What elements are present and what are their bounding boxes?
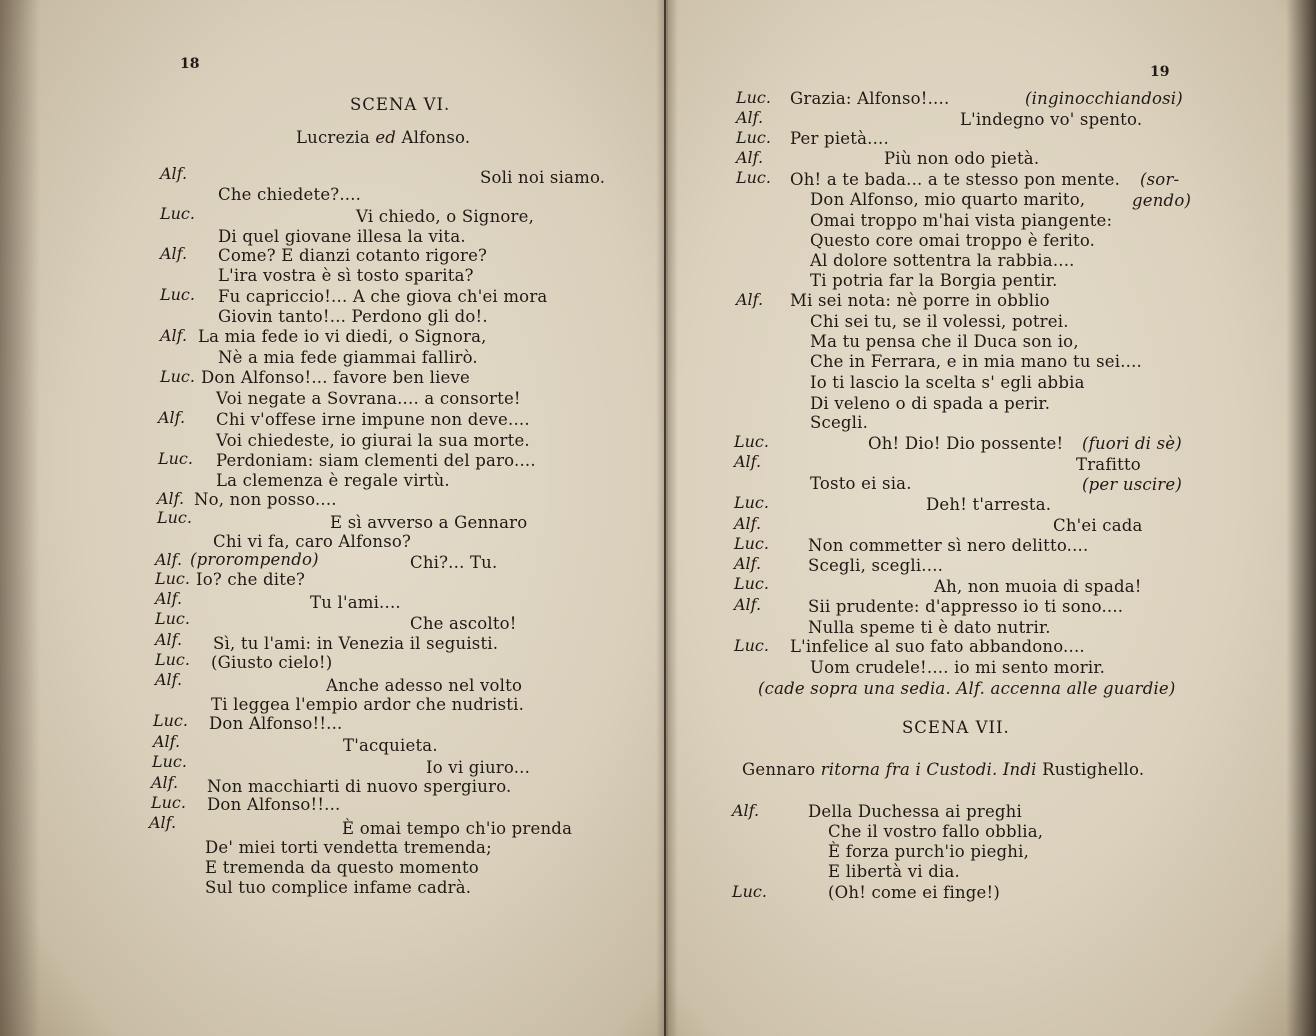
- verse-line: Don Alfonso!!...: [209, 714, 343, 733]
- verse-line: Ch'ei cada: [1053, 516, 1143, 535]
- stage-direction: (inginocchiandosi): [1025, 89, 1183, 108]
- book-gutter: [656, 0, 678, 1036]
- speaker: Alf.: [160, 326, 188, 345]
- verse-line: Tosto ei sia.: [810, 474, 912, 493]
- verse-line: (Oh! come ei finge!): [828, 883, 1000, 902]
- verse-line: Don Alfonso!!...: [207, 795, 341, 814]
- speaker: Luc.: [734, 534, 769, 553]
- speaker: Alf.: [736, 148, 764, 167]
- speaker: Alf.: [158, 408, 186, 427]
- stage-direction: gendo): [1132, 191, 1192, 210]
- verse-line: Ah, non muoia di spada!: [934, 577, 1142, 596]
- verse-line: Che ascolto!: [410, 614, 517, 633]
- verse-line: Come? E dianzi cotanto rigore?: [218, 246, 488, 265]
- speaker: Alf.: [734, 554, 762, 573]
- speaker: Luc.: [160, 285, 195, 304]
- verse-line: Voi chiedeste, io giurai la sua morte.: [216, 431, 530, 450]
- speaker: Alf.: [736, 290, 764, 309]
- stage-direction: (cade sopra una sedia. Alf. accenna alle guardie): [758, 679, 1176, 698]
- verse-line: È forza purch'io pieghi,: [828, 842, 1030, 861]
- right-page: [666, 0, 1316, 1036]
- verse-line: L'infelice al suo fato abbandono....: [790, 637, 1085, 656]
- speaker: Luc.: [155, 650, 190, 669]
- speaker: Alf.: [734, 452, 762, 471]
- speaker: Luc.: [734, 432, 769, 451]
- verse-line: E libertà vi dia.: [828, 862, 960, 881]
- verse-line: Voi negate a Sovrana.... a consorte!: [216, 389, 521, 408]
- verse-line: Nè a mia fede giammai fallirò.: [218, 348, 478, 367]
- stage-direction: (sor-: [1140, 170, 1180, 189]
- verse-line: Di quel giovane illesa la vita.: [218, 227, 466, 246]
- verse-line: Vi chiedo, o Signore,: [356, 207, 535, 226]
- stage-direction: (per uscire): [1082, 475, 1182, 494]
- verse-line: È omai tempo ch'io prenda: [342, 819, 573, 838]
- verse-line: Sul tuo complice infame cadrà.: [205, 878, 472, 897]
- speaker: Alf.: [160, 244, 188, 263]
- page-number: 19: [1150, 64, 1170, 80]
- verse-line: Questo core omai troppo è ferito.: [810, 231, 1096, 250]
- verse-line: Mi sei nota: nè porre in obblio: [790, 291, 1050, 310]
- page-edge-shadow: [0, 0, 40, 1036]
- verse-line: Ma tu pensa che il Duca son io,: [810, 332, 1079, 351]
- verse-line: Ti potria far la Borgia pentir.: [810, 271, 1058, 290]
- speaker: Luc.: [152, 752, 187, 771]
- verse-line: De' miei torti vendetta tremenda;: [205, 838, 492, 857]
- verse-line: Sii prudente: d'appresso io ti sono....: [808, 597, 1124, 616]
- speaker: Luc.: [155, 609, 190, 628]
- speaker: Alf.: [734, 514, 762, 533]
- verse-line: Di veleno o di spada a perir.: [810, 394, 1051, 413]
- verse-line: Non commetter sì nero delitto....: [808, 536, 1089, 555]
- verse-line: Don Alfonso!... favore ben lieve: [201, 368, 471, 387]
- speaker: Luc.: [153, 711, 188, 730]
- speaker: Luc.: [155, 569, 190, 588]
- speaker: Alf.: [734, 595, 762, 614]
- speaker: Luc.: [157, 508, 192, 527]
- verse-line: Non macchiarti di nuovo spergiuro.: [207, 777, 512, 796]
- verse-line: Perdoniam: siam clementi del paro....: [216, 451, 536, 470]
- verse-line: No, non posso....: [194, 490, 337, 509]
- scene-heading: SCENA VI.: [350, 95, 451, 114]
- speaker: Alf.: [149, 813, 177, 832]
- verse-line: (Giusto cielo!): [211, 653, 333, 672]
- speaker: Luc.: [160, 367, 195, 386]
- speaker: Luc.: [151, 793, 186, 812]
- speaker: Alf.: [155, 670, 183, 689]
- speaker: Alf.: [155, 550, 183, 569]
- verse-line: Chi sei tu, se il volessi, potrei.: [810, 312, 1069, 331]
- verse-line: T'acquieta.: [343, 736, 438, 755]
- speaker: Alf.: [157, 489, 185, 508]
- verse-line: Scegli.: [810, 413, 869, 432]
- verse-line: E tremenda da questo momento: [205, 858, 479, 877]
- verse-line: Che chiedete?....: [218, 185, 362, 204]
- verse-line: Tu l'ami....: [310, 593, 401, 612]
- page-number: 18: [180, 56, 200, 72]
- verse-line: Nulla speme ti è dato nutrir.: [808, 618, 1051, 637]
- verse-line: La mia fede io vi diedi, o Signora,: [198, 327, 487, 346]
- stage-direction: (fuori di sè): [1082, 434, 1182, 453]
- speaker: Luc.: [158, 449, 193, 468]
- verse-line: Chi?... Tu.: [410, 553, 498, 572]
- verse-line: L'ira vostra è sì tosto sparita?: [218, 266, 474, 285]
- verse-line: Scegli, scegli....: [808, 556, 944, 575]
- verse-line: Chi vi fa, caro Alfonso?: [213, 532, 412, 551]
- verse-line: Per pietà....: [790, 129, 889, 148]
- verse-line: Trafitto: [1076, 455, 1141, 474]
- stage-direction: (prorompendo): [190, 550, 319, 569]
- cast-line: Lucrezia ed Alfonso.: [296, 128, 471, 147]
- verse-line: Sì, tu l'ami: in Venezia il seguisti.: [213, 634, 499, 653]
- verse-line: Io vi giuro...: [426, 758, 531, 777]
- speaker: Luc.: [736, 128, 771, 147]
- speaker: Alf.: [153, 732, 181, 751]
- verse-line: Io ti lascio la scelta s' egli abbia: [810, 373, 1085, 392]
- speaker: Luc.: [734, 574, 769, 593]
- speaker: Luc.: [734, 636, 769, 655]
- speaker: Alf.: [732, 801, 760, 820]
- verse-line: Io? che dite?: [196, 570, 306, 589]
- verse-line: Omai troppo m'hai vista piangente:: [810, 211, 1113, 230]
- verse-line: Fu capriccio!... A che giova ch'ei mora: [218, 287, 548, 306]
- verse-line: Ti leggea l'empio ardor che nudristi.: [211, 695, 525, 714]
- verse-line: Al dolore sottentra la rabbia....: [810, 251, 1075, 270]
- page-edge-shadow: [1286, 0, 1316, 1036]
- verse-line: Giovin tanto!... Perdono gli do!.: [218, 307, 488, 326]
- speaker: Alf.: [736, 108, 764, 127]
- scene-heading: SCENA VII.: [902, 718, 1010, 737]
- verse-line: Oh! a te bada... a te stesso pon mente.: [790, 170, 1121, 189]
- verse-line: Deh! t'arresta.: [926, 495, 1052, 514]
- speaker: Alf.: [155, 589, 183, 608]
- verse-line: Soli noi siamo.: [480, 168, 606, 187]
- cast-line: Gennaro ritorna fra i Custodi. Indi Rustighello.: [742, 760, 1145, 779]
- verse-line: Anche adesso nel volto: [326, 676, 523, 695]
- verse-line: La clemenza è regale virtù.: [216, 471, 450, 490]
- verse-line: Più non odo pietà.: [884, 149, 1040, 168]
- speaker: Luc.: [160, 204, 195, 223]
- verse-line: Grazia: Alfonso!....: [790, 89, 950, 108]
- verse-line: Uom crudele!.... io mi sento morir.: [810, 658, 1106, 677]
- verse-line: Della Duchessa ai preghi: [808, 802, 1022, 821]
- verse-line: Don Alfonso, mio quarto marito,: [810, 190, 1086, 209]
- verse-line: Oh! Dio! Dio possente!: [868, 434, 1064, 453]
- speaker: Luc.: [732, 882, 767, 901]
- verse-line: Che il vostro fallo obblia,: [828, 822, 1044, 841]
- verse-line: Chi v'offese irne impune non deve....: [216, 410, 530, 429]
- speaker: Alf.: [155, 630, 183, 649]
- speaker: Luc.: [734, 493, 769, 512]
- speaker: Luc.: [736, 168, 771, 187]
- speaker: Alf.: [151, 773, 179, 792]
- verse-line: L'indegno vo' spento.: [960, 110, 1143, 129]
- verse-line: Che in Ferrara, e in mia mano tu sei....: [810, 352, 1142, 371]
- speaker: Alf.: [160, 164, 188, 183]
- speaker: Luc.: [736, 88, 771, 107]
- verse-line: E sì avverso a Gennaro: [330, 513, 528, 532]
